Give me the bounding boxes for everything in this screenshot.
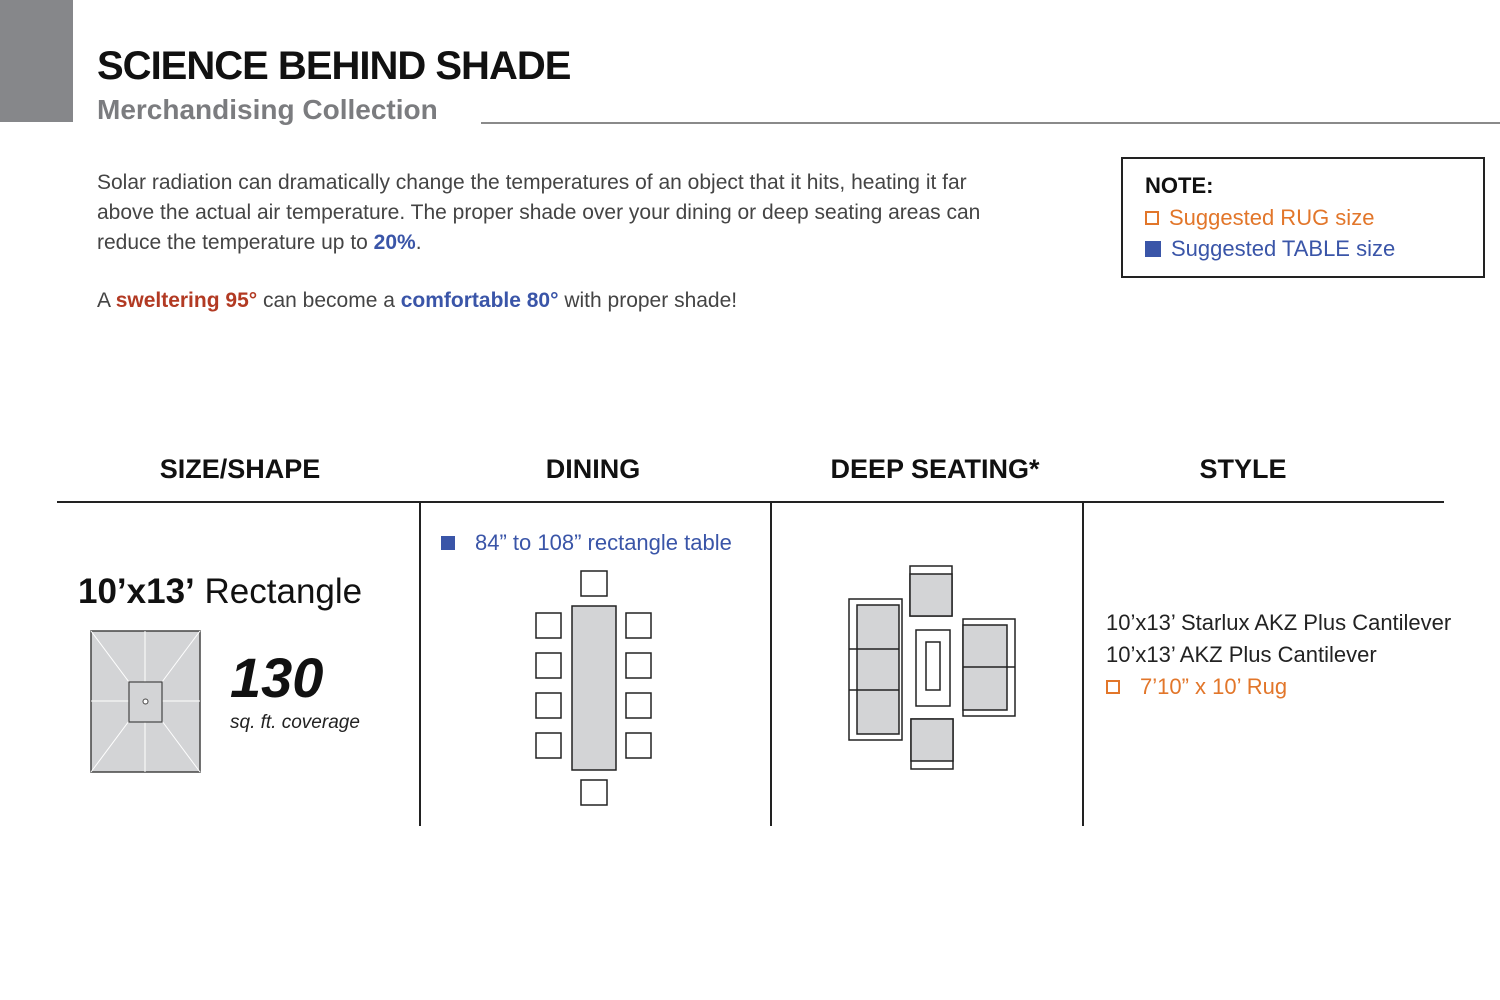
style-item: 10’x13’ Starlux AKZ Plus Cantilever xyxy=(1106,610,1452,635)
coverage-value: 130 xyxy=(230,646,324,709)
dining-chair xyxy=(626,613,651,638)
umbrella-canopy-diagram xyxy=(90,630,202,774)
dining-chair xyxy=(536,613,561,638)
column-divider xyxy=(1082,503,1084,826)
sofa xyxy=(849,599,902,740)
style-item: 10’x13’ AKZ Plus Cantilever xyxy=(1106,642,1377,667)
intro-text: Solar radiation can dramatically change the temperatures of an object that it hits, heating it far above the actual air temperature. The proper shade over your dining or deep seating areas can reduce the temperature up to xyxy=(97,171,981,254)
shape-title xyxy=(78,572,362,612)
dining-table-size xyxy=(441,530,732,556)
temp-text-b: can become a xyxy=(257,289,401,312)
table-filled-square-icon xyxy=(1145,241,1161,257)
dining-chair xyxy=(536,693,561,718)
dining-layout-diagram xyxy=(530,568,660,810)
note-table-label: Suggested TABLE size xyxy=(1171,236,1396,261)
dining-chair xyxy=(626,693,651,718)
column-divider xyxy=(419,503,421,826)
dining-chair xyxy=(536,653,561,678)
dining-chair xyxy=(581,571,607,596)
table-filled-square-icon xyxy=(441,536,455,550)
column-header-deep-seating: DEEP SEATING* xyxy=(830,454,1040,484)
header-rule xyxy=(481,122,1500,124)
note-rug-label: Suggested RUG size xyxy=(1169,205,1375,230)
temperature-statement xyxy=(97,286,737,316)
note-box xyxy=(1121,157,1485,278)
note-title: NOTE: xyxy=(1145,173,1214,198)
style-rug-item xyxy=(1106,671,1451,703)
temp-text-a: A xyxy=(97,289,116,312)
page-subtitle: Merchandising Collection xyxy=(97,94,438,125)
dining-chair xyxy=(626,653,651,678)
table-header-rule xyxy=(57,501,1444,503)
rug-outline-square-icon xyxy=(1106,680,1120,694)
column-header-size-shape: SIZE/SHAPE xyxy=(159,454,321,484)
intro-end: . xyxy=(415,231,422,254)
rug-outline-square-icon xyxy=(1145,211,1159,225)
note-table-legend xyxy=(1145,236,1395,262)
style-rug-label: 7’10” x 10’ Rug xyxy=(1140,674,1288,699)
header-gray-block xyxy=(0,0,73,122)
temp-cool: comfortable 80° xyxy=(400,289,559,312)
coffee-table xyxy=(916,630,950,706)
note-rug-legend xyxy=(1145,205,1374,231)
page-title: SCIENCE BEHIND SHADE xyxy=(97,44,571,88)
column-header-style: STYLE xyxy=(1199,454,1287,484)
intro-highlight: 20% xyxy=(373,231,416,254)
column-header-dining: DINING xyxy=(545,454,641,484)
intro-paragraph xyxy=(97,168,1017,258)
lounge-chair-bottom xyxy=(911,719,953,769)
temp-text-c: with proper shade! xyxy=(558,289,738,312)
lounge-chair-top xyxy=(910,566,952,616)
deep-seating-layout-diagram xyxy=(845,560,1020,775)
dining-table xyxy=(572,606,616,770)
loveseat xyxy=(963,619,1015,716)
shape-type: Rectangle xyxy=(204,572,363,611)
dining-table-label: 84” to 108” rectangle table xyxy=(475,530,732,555)
temp-hot: sweltering 95° xyxy=(115,289,258,312)
shape-dimensions: 10’x13’ xyxy=(78,572,195,611)
style-list xyxy=(1106,607,1451,703)
dining-chair xyxy=(626,733,651,758)
column-divider xyxy=(770,503,772,826)
coverage-label: sq. ft. coverage xyxy=(230,712,360,733)
dining-chair xyxy=(581,780,607,805)
dining-chair xyxy=(536,733,561,758)
